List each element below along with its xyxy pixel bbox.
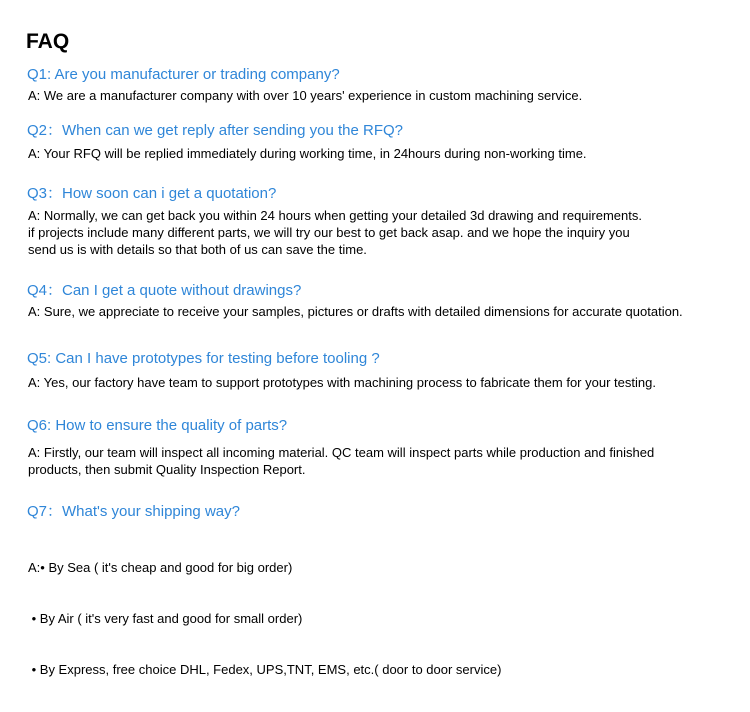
faq-answer-3-line-3: send us is with details so that both of us can save the time. — [28, 242, 367, 257]
faq-answer-1-line-1: A: We are a manufacturer company with over 10 years' experience in custom machining service. — [28, 88, 583, 103]
faq-answer-2 — [28, 145, 587, 162]
faq-answer-7-line-1: A:• By Sea ( it's cheap and good for big order) — [28, 560, 293, 575]
faq-question-4: Q4：Can I get a quote without drawings? — [27, 282, 302, 299]
faq-answer-2-line-1: A: Your RFQ will be replied immediately during working time, in 24hours during non-working time. — [28, 146, 587, 161]
page-title: FAQ — [26, 30, 70, 53]
faq-answer-7-line-2: • By Air ( it's very fast and good for small order) — [28, 611, 303, 626]
faq-answer-6-line-1: A: Firstly, our team will inspect all incoming material. QC team will inspect parts while production and finished — [28, 445, 655, 460]
faq-answer-7-line-3: • By Express, free choice DHL, Fedex, UPS,TNT, EMS, etc.( door to door service) — [28, 662, 502, 677]
faq-answer-6-line-2: products, then submit Quality Inspection Report. — [28, 462, 306, 477]
faq-question-2: Q2：When can we get reply after sending you the RFQ? — [27, 122, 404, 139]
faq-answer-4-line-1: A: Sure, we appreciate to receive your samples, pictures or drafts with detailed dimensions for accurate quotation. — [28, 304, 683, 319]
faq-question-3: Q3：How soon can i get a quotation? — [27, 185, 277, 202]
faq-answer-4 — [28, 303, 683, 320]
faq-answer-3-line-2: if projects include many different parts, we will try our best to get back asap. and we hope the inquiry you — [28, 225, 630, 240]
faq-answer-3-line-1: A: Normally, we can get back you within 24 hours when getting your detailed 3d drawing and requirements. — [28, 208, 642, 223]
faq-answer-5-line-1: A: Yes, our factory have team to support prototypes with machining process to fabricate them for your testing. — [28, 375, 656, 390]
faq-answer-6 — [28, 444, 654, 478]
faq-answer-7 — [28, 525, 501, 712]
faq-question-7: Q7：What's your shipping way? — [27, 503, 240, 520]
faq-question-1: Q1: Are you manufacturer or trading company? — [27, 66, 340, 83]
faq-answer-3 — [28, 207, 642, 258]
faq-answer-1 — [28, 87, 582, 104]
faq-question-5: Q5: Can I have prototypes for testing before tooling ? — [27, 350, 380, 367]
faq-answer-5 — [28, 374, 656, 391]
faq-question-6: Q6: How to ensure the quality of parts? — [27, 417, 288, 434]
